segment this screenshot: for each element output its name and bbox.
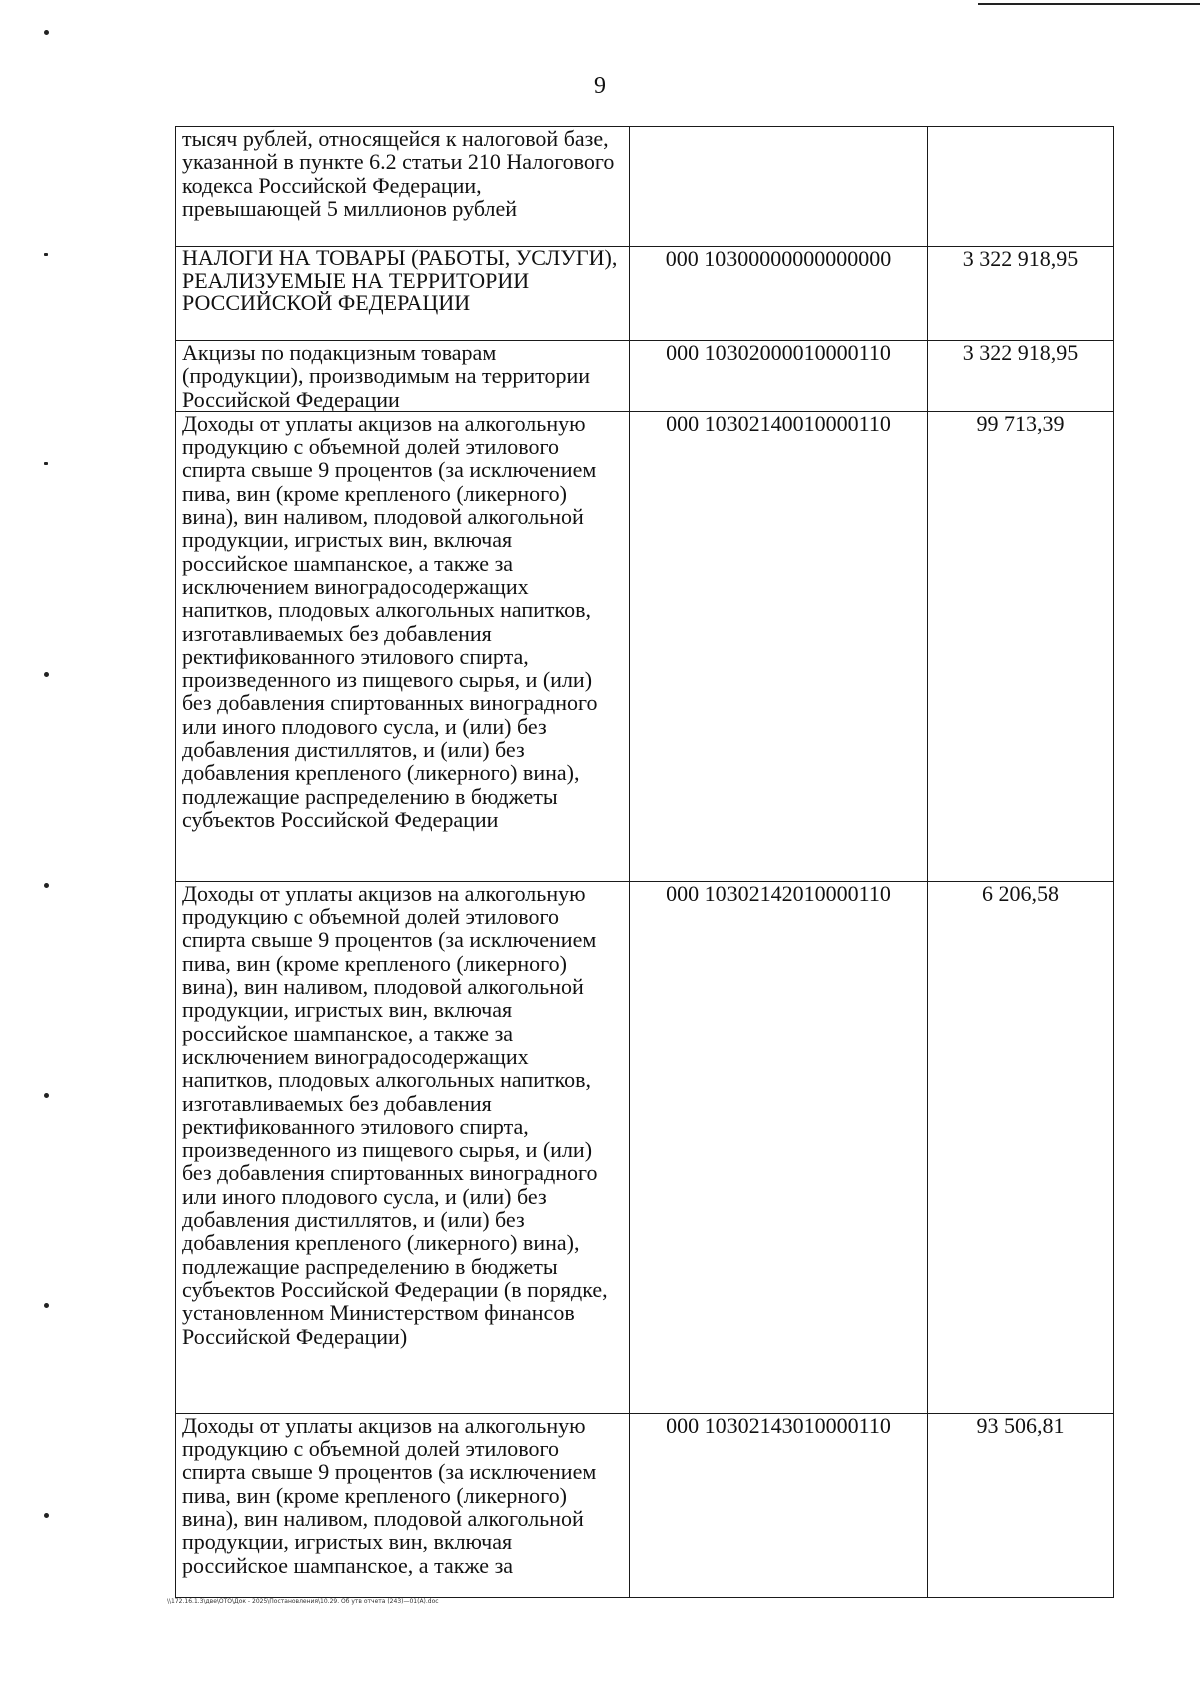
row-amount: 3 322 918,95 <box>928 247 1114 341</box>
row-amount <box>928 127 1114 247</box>
margin-mark <box>44 30 49 35</box>
row-name: Доходы от уплаты акцизов на алкогольную продукцию с объемной долей этилового спирта свыше 9 процентов (за исключением пива, вин (кроме крепленого (ликерного) вина), вин наливом, плодовой алкогольной продукции, игристых вин, включая российское шампанское, а также за исключением виноградосодержащих напитков, плодовых алкогольных напитков, изготавливаемых без добавления ректификованного этилового спирта, произведенного из пищевого сырья, и (или) без добавления спиртованных виноградного или иного плодового сусла, и (или) без добавления дистиллятов, и (или) без добавления крепленого (ликерного) вина), подлежащие распределению в бюджеты субъектов Российской Федерации <box>176 411 630 881</box>
margin-mark <box>44 1303 49 1308</box>
table-row <box>176 1413 1114 1597</box>
table-row <box>176 247 1114 341</box>
row-amount: 3 322 918,95 <box>928 341 1114 412</box>
row-name: Акцизы по подакцизным товарам (продукции), производимым на территории Российской Федерации <box>176 341 630 412</box>
row-code: 000 10302140010000110 <box>630 411 928 881</box>
row-name: тысяч рублей, относящейся к налоговой базе, указанной в пункте 6.2 статьи 210 Налогового кодекса Российской Федерации, превышающей 5 миллионов рублей <box>176 127 630 247</box>
table-row <box>176 127 1114 247</box>
file-path-footer: \\172.16.1.3\две\ОТО\Док - 2025\Постановления\10.29. Об утв отчета (243)—01(А).doc <box>167 1598 439 1605</box>
row-code: 000 10302000010000110 <box>630 341 928 412</box>
table-row <box>176 411 1114 881</box>
margin-mark <box>44 672 49 677</box>
row-name: Доходы от уплаты акцизов на алкогольную продукцию с объемной долей этилового спирта свыше 9 процентов (за исключением пива, вин (кроме крепленого (ликерного) вина), вин наливом, плодовой алкогольной продукции, игристых вин, включая российское шампанское, а также за <box>176 1413 630 1597</box>
row-name: Доходы от уплаты акцизов на алкогольную продукцию с объемной долей этилового спирта свыше 9 процентов (за исключением пива, вин (кроме крепленого (ликерного) вина), вин наливом, плодовой алкогольной продукции, игристых вин, включая российское шампанское, а также за исключением виноградосодержащих напитков, плодовых алкогольных напитков, изготавливаемых без добавления ректификованного этилового спирта, произведенного из пищевого сырья, и (или) без добавления спиртованных виноградного или иного плодового сусла, и (или) без добавления дистиллятов, и (или) без добавления крепленого (ликерного) вина), подлежащие распределению в бюджеты субъектов Российской Федерации (в порядке, установленном Министерством финансов Российской Федерации) <box>176 881 630 1413</box>
margin-mark <box>44 253 48 256</box>
margin-mark <box>44 1513 49 1518</box>
margin-mark <box>44 1093 49 1098</box>
table-row <box>176 881 1114 1413</box>
row-code <box>630 127 928 247</box>
row-code: 000 10302143010000110 <box>630 1413 928 1597</box>
table-row <box>176 341 1114 412</box>
row-name: НАЛОГИ НА ТОВАРЫ (РАБОТЫ, УСЛУГИ), РЕАЛИЗУЕМЫЕ НА ТЕРРИТОРИИ РОССИЙСКОЙ ФЕДЕРАЦИИ <box>176 247 630 341</box>
row-code: 000 10302142010000110 <box>630 881 928 1413</box>
margin-mark <box>44 883 49 888</box>
margin-mark <box>44 462 48 465</box>
row-amount: 93 506,81 <box>928 1413 1114 1597</box>
top-edge-rule <box>978 3 1200 5</box>
revenue-table <box>175 126 1114 1598</box>
row-code: 000 10300000000000000 <box>630 247 928 341</box>
row-amount: 99 713,39 <box>928 411 1114 881</box>
page-number: 9 <box>594 73 606 99</box>
row-amount: 6 206,58 <box>928 881 1114 1413</box>
